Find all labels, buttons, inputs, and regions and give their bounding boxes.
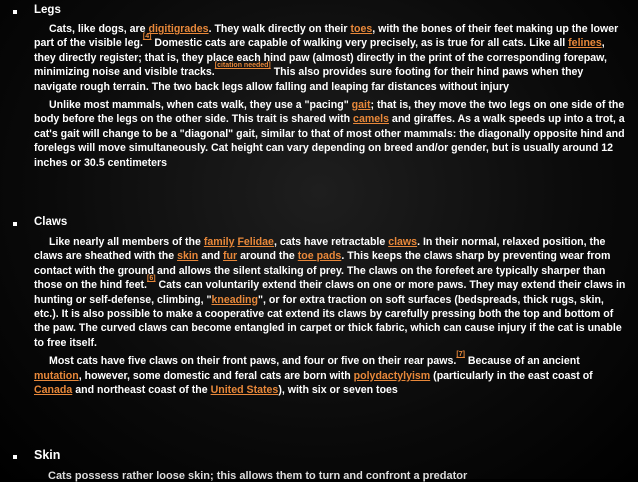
text-run: Cats, like dogs, are — [49, 23, 149, 35]
link-united-states[interactable]: United States — [210, 384, 279, 397]
text-run: ), with six or seven toes — [278, 384, 398, 397]
bullet-claws — [13, 222, 17, 226]
link-digitigrades[interactable]: digitigrades — [148, 23, 209, 35]
link-toe-pads[interactable]: toe pads — [297, 250, 342, 263]
bullet-skin — [13, 455, 17, 459]
bullet-legs — [13, 10, 17, 14]
heading-legs: Legs — [34, 4, 61, 16]
text-run: , with the bones of their feet making up the lower part of the visible leg. — [34, 23, 619, 50]
skin-paragraph-cut: Cats possess rather loose skin; this allows them to turn and confront a predator — [48, 470, 468, 482]
text-run: Like nearly all members of the — [49, 236, 204, 248]
text-run: . This keeps the claws sharp by preventing wear from contact with the ground and allows the silent stalking of prey. The claws on the forefeet are typically sharper than those on the hind feet. — [34, 250, 611, 292]
legs-paragraph-1 — [34, 22, 628, 94]
link-skin[interactable]: skin — [177, 250, 199, 263]
text-run: Domestic cats are capable of walking very precisely, as is true for all cats. Like all — [151, 37, 569, 50]
citation-link[interactable]: [7] — [456, 351, 465, 359]
legs-body — [34, 22, 628, 170]
text-run: and giraffes. As a walk speeds up into a trot, a cat's gait will change to be a "diagonal" gait, similar to that of most other mammals: the diagonally opposite hind and forelegs will move simultaneously. Cat height can vary depending on breed and/or gender, but is usually around 12 inches or 30.5 centimeters — [34, 113, 625, 169]
link-felidae[interactable]: Felidae — [237, 236, 274, 248]
text-run: Unlike most mammals, when cats walk, they use a "pacing" — [49, 99, 352, 112]
link-camels[interactable]: camels — [353, 113, 389, 126]
heading-skin: Skin — [34, 448, 61, 462]
link-mutation[interactable]: mutation — [34, 369, 79, 382]
text-run: ; that is, they move the two legs on one side of the body before the legs on the other side. This trait is shared with — [34, 99, 625, 126]
text-run: ", or for extra traction on soft surfaces (bedspreads, thick rugs, skin, etc.). It is also possible to make a cooperative cat extend its claws by carefully pressing both the top and bottom of the paw. The curved claws can become entangled in carpet or thick fabric, which can cause injury if the cat is unable to free itself. — [34, 293, 622, 349]
text-run: , however, some domestic and feral cats are born with — [78, 369, 354, 382]
text-run: This also provides sure footing for their hind paws when they navigate rough terrain. The two back legs allow falling and leaping far distances without injury — [34, 66, 584, 93]
link-family[interactable]: family — [203, 236, 235, 248]
text-run: Cats can voluntarily extend their claws on one or more paws. They may extend their claws in hunting or self-defense, climbing, " — [34, 279, 626, 306]
link-kneading[interactable]: kneading — [211, 293, 258, 306]
link-felines[interactable]: felines — [568, 37, 602, 50]
text-run: . In their normal, relaxed position, the claws are sheathed with the — [34, 236, 606, 263]
link-fur[interactable]: fur — [223, 250, 238, 263]
link-gait[interactable]: gait — [351, 99, 371, 112]
legs-paragraph-2 — [34, 98, 628, 170]
link-canada[interactable]: Canada — [34, 384, 73, 397]
text-run: and — [198, 250, 223, 263]
text-run: and northeast coast of the — [72, 384, 211, 397]
text-run: Most cats have five claws on their front paws, and four or five on their rear paws. — [49, 355, 457, 368]
claws-body — [34, 235, 628, 397]
link-polydactylyism[interactable]: polydactylyism — [353, 369, 431, 382]
text-run: . They walk directly on their — [208, 23, 351, 35]
heading-claws: Claws — [34, 216, 68, 228]
text-run: around the — [237, 250, 298, 263]
citation-link[interactable]: [6] — [147, 275, 156, 283]
claws-paragraph-2 — [34, 351, 628, 397]
text-run: (particularly in the east coast of — [430, 369, 593, 382]
citation-link[interactable]: [citation needed] — [214, 62, 271, 70]
link-claws[interactable]: claws — [388, 236, 418, 248]
link-toes[interactable]: toes — [350, 23, 373, 35]
claws-paragraph-1 — [34, 235, 628, 350]
citation-link[interactable]: [4] — [142, 33, 152, 41]
text-run: Because of an ancient — [464, 355, 580, 368]
text-run: , they directly register; that is, they place each hind paw (almost) directly in the print of the corresponding forepaw, minimizing noise and visible tracks. — [34, 37, 607, 79]
text-run: , cats have retractable — [273, 236, 389, 248]
